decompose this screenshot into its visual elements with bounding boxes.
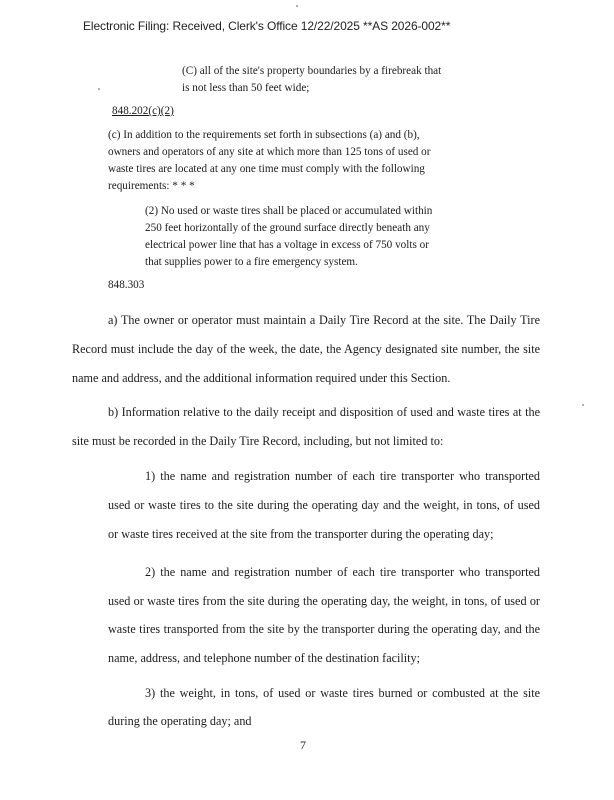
scan-speck	[98, 88, 100, 90]
quote-202c2-line3: electrical power line that has a voltage in excess of 750 volts or	[145, 239, 429, 251]
quote-202c-line3: waste tires are located at any one time must comply with the following	[108, 163, 425, 175]
citation-848-202: 848.202(c)(2)	[112, 105, 174, 117]
item-1-line3: or waste tires received at the site from the transporter during the operating day;	[108, 527, 494, 541]
quote-202c2-line2: 250 feet horizontally of the ground surface directly beneath any	[145, 222, 430, 234]
item-3-line1: 3) the weight, in tons, of used or waste tires burned or combusted at the site	[145, 686, 540, 700]
para-a-line1: a) The owner or operator must maintain a Daily Tire Record at the site. The Daily Tire	[108, 313, 540, 327]
scan-speck	[296, 5, 298, 7]
quote-202c-line2: owners and operators of any site at which more than 125 tons of used or	[108, 146, 431, 158]
para-a-line3: name and address, and the additional information required under this Section.	[72, 371, 451, 385]
quote-firebreak-line2: is not less than 50 feet wide;	[182, 82, 310, 94]
scan-speck	[582, 404, 584, 406]
page-number: 7	[300, 738, 306, 752]
item-1-line1: 1) the name and registration number of each tire transporter who transported	[145, 469, 540, 483]
quote-202c2-line1: (2) No used or waste tires shall be placed or accumulated within	[145, 205, 433, 217]
quote-firebreak-line1: (C) all of the site's property boundaries by a firebreak that	[182, 65, 442, 77]
quote-202c2-line4: that supplies power to a fire emergency system.	[145, 256, 358, 268]
item-2-line4: name, address, and telephone number of the destination facility;	[108, 651, 421, 665]
item-2-line2: used or waste tires from the site during the operating day, the weight, in tons, of used or	[108, 594, 540, 608]
item-2-line1: 2) the name and registration number of each tire transporter who transported	[145, 565, 540, 579]
item-1-line2: used or waste tires to the site during the operating day and the weight, in tons, of used	[108, 498, 540, 512]
citation-848-303: 848.303	[108, 279, 145, 291]
filing-header: Electronic Filing: Received, Clerk's Office 12/22/2025 **AS 2026-002**	[83, 19, 451, 33]
item-3-line2: during the operating day; and	[108, 714, 252, 728]
para-b-line2: site must be recorded in the Daily Tire Record, including, but not limited to:	[72, 434, 444, 448]
para-a-line2: Record must include the day of the week, the date, the Agency designated site number, the site	[72, 342, 540, 356]
quote-202c-line4: requirements: * * *	[108, 180, 195, 192]
para-b-line1: b) Information relative to the daily receipt and disposition of used and waste tires at the	[108, 405, 540, 419]
quote-202c-line1: (c) In addition to the requirements set forth in subsections (a) and (b),	[108, 129, 420, 141]
item-2-line3: waste tires transported from the site by the transporter during the operating day, and the	[108, 622, 540, 636]
